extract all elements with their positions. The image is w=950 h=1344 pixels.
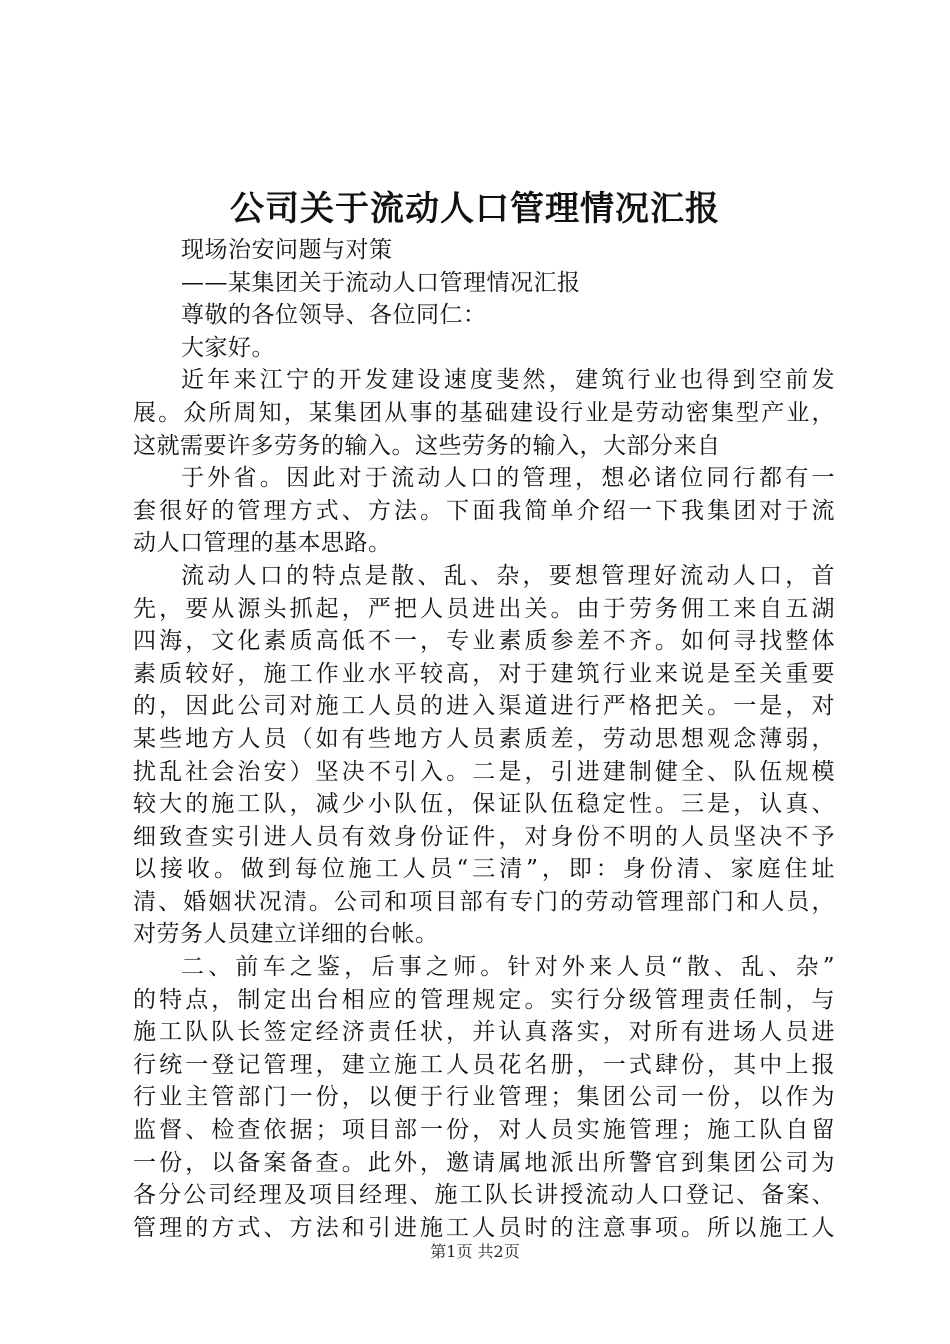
body-line: 大家好。 [181, 334, 275, 361]
body-line: 以接收。做到每位施工人员“三清”，即：身份清、家庭住址 [133, 856, 835, 883]
body-line: 各分公司经理及项目经理、施工队长讲授流动人口登记、备案、 [133, 1182, 835, 1209]
body-line: 展。众所周知，某集团从事的基础建设行业是劳动密集型产业， [133, 399, 835, 426]
body-line: 清、婚姻状况清。公司和项目部有专门的劳动管理部门和人员， [133, 888, 835, 915]
body-line: 流动人口的特点是散、乱、杂，要想管理好流动人口，首 [181, 562, 835, 589]
body-line: 于外省。因此对于流动人口的管理，想必诸位同行都有一 [181, 465, 835, 492]
document-title: 公司关于流动人口管理情况汇报 [230, 189, 720, 229]
body-line: ——某集团关于流动人口管理情况汇报 [181, 269, 581, 296]
body-line: 细致查实引进人员有效身份证件，对身份不明的人员坚决不予 [133, 823, 835, 850]
body-line: 近年来江宁的开发建设速度斐然，建筑行业也得到空前发 [181, 367, 835, 394]
body-line: 行业主管部门一份，以便于行业管理；集团公司一份，以作为 [133, 1084, 835, 1111]
body-line: 四海，文化素质高低不一，专业素质参差不齐。如何寻找整体 [133, 628, 835, 655]
body-line: 施工队队长签定经济责任状，并认真落实，对所有进场人员进 [133, 1019, 835, 1046]
body-line: 素质较好，施工作业水平较高，对于建筑行业来说是至关重要 [133, 660, 835, 687]
body-line: 先，要从源头抓起，严把人员进出关。由于劳务佣工来自五湖 [133, 595, 835, 622]
body-line: 某些地方人员（如有些地方人员素质差，劳动思想观念薄弱， [133, 725, 835, 752]
body-line: 的，因此公司对施工人员的进入渠道进行严格把关。一是，对 [133, 693, 835, 720]
body-line: 管理的方式、方法和引进施工人员时的注意事项。所以施工人 [133, 1214, 835, 1241]
page-footer: 第1页 共2页 [430, 1242, 520, 1261]
body-line: 现场治安问题与对策 [181, 237, 393, 263]
body-line: 的特点，制定出台相应的管理规定。实行分级管理责任制，与 [133, 986, 835, 1013]
body-line: 动人口管理的基本思路。 [133, 530, 392, 557]
body-line: 较大的施工队，减少小队伍，保证队伍稳定性。三是，认真、 [133, 791, 835, 818]
body-line: 套很好的管理方式、方法。下面我简单介绍一下我集团对于流 [133, 497, 835, 524]
document-body [133, 234, 835, 1244]
body-line: 行统一登记管理，建立施工人员花名册，一式肆份，其中上报 [133, 1051, 835, 1078]
body-line: 一份，以备案备查。此外，邀请属地派出所警官到集团公司为 [133, 1149, 835, 1176]
body-line: 这就需要许多劳务的输入。这些劳务的输入，大部分来自 [133, 432, 721, 459]
body-line: 尊敬的各位领导、各位同仁： [181, 302, 487, 329]
body-line: 二、前车之鉴，后事之师。针对外来人员“散、乱、杂” [181, 954, 835, 981]
body-line: 对劳务人员建立详细的台帐。 [133, 921, 439, 948]
body-line: 扰乱社会治安）坚决不引入。二是，引进建制健全、队伍规模 [133, 758, 835, 785]
body-line: 监督、检查依据；项目部一份，对人员实施管理；施工队自留 [133, 1117, 835, 1144]
